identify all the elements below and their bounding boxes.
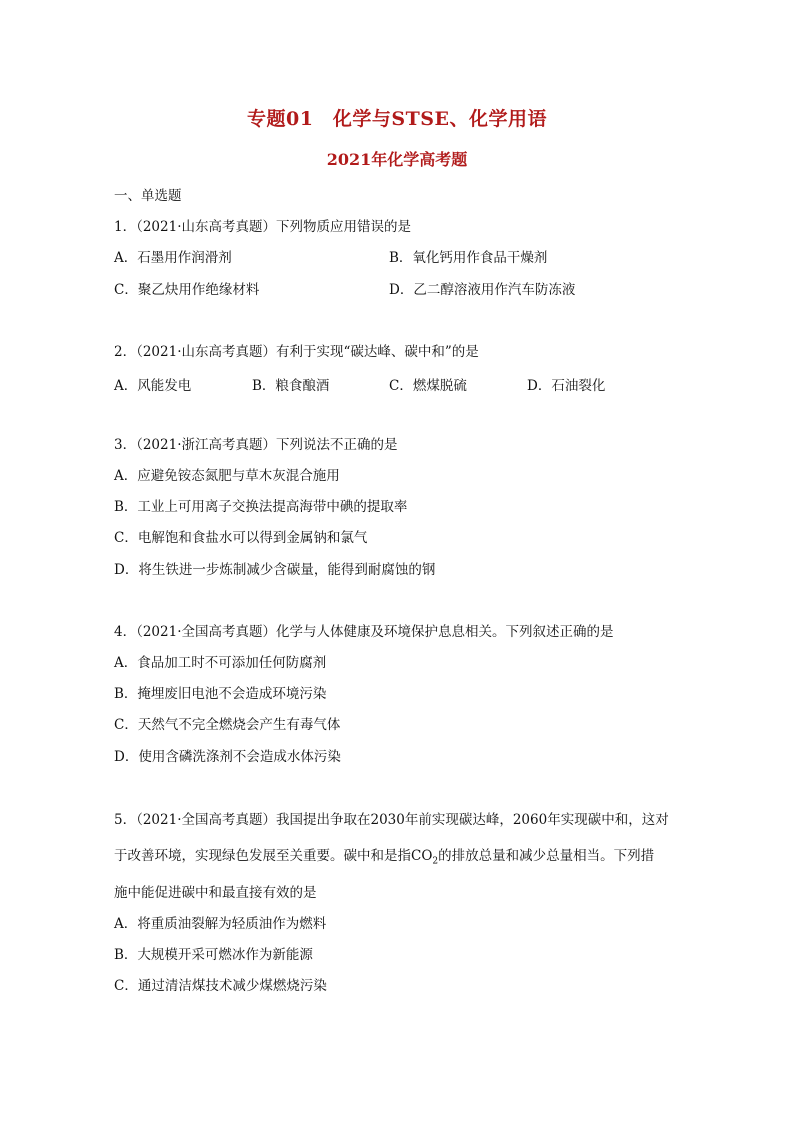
question-3-stem: 3．（2021·浙江高考真题）下列说法不正确的是: [114, 437, 398, 453]
question-1-option-c: C．聚乙炔用作绝缘材料: [114, 282, 260, 298]
question-1-option-a: A．石墨用作润滑剂: [114, 250, 232, 266]
question-4-stem: 4．（2021·全国高考真题）化学与人体健康及环境保护息息相关。下列叙述正确的是: [114, 624, 614, 640]
question-2-option-b: B．粮食酿酒: [252, 378, 330, 394]
question-3-option-b: B．工业上可用离子交换法提高海带中碘的提取率: [114, 499, 408, 515]
question-4-option-d: D．使用含磷洗涤剂不会造成水体污染: [114, 749, 341, 765]
question-2-stem: 2．（2021·山东高考真题）有利于实现“碳达峰、碳中和”的是: [114, 344, 479, 360]
question-4-option-a: A．食品加工时不可添加任何防腐剂: [114, 655, 327, 671]
page-title: 专题01 化学与STSE、化学用语: [246, 108, 547, 130]
question-5-stem-line-3: 施中能促进碳中和最直接有效的是: [114, 885, 317, 901]
question-5-option-c: C．通过清洁煤技术减少煤燃烧污染: [114, 978, 327, 994]
page-subtitle: 2021年化学高考题: [326, 150, 468, 169]
question-2-option-a: A．风能发电: [114, 378, 192, 394]
question-2-option-d: D．石油裂化: [527, 378, 606, 394]
question-5-stem-line-2a: 于改善环境，实现绿色发展至关重要。碳中和是指CO: [114, 848, 433, 864]
question-1-stem: 1．（2021·山东高考真题）下列物质应用错误的是: [114, 219, 411, 235]
question-2-option-c: C．燃煤脱硫: [389, 378, 467, 394]
question-4-option-c: C．天然气不完全燃烧会产生有毒气体: [114, 717, 341, 733]
question-4-option-b: B．掩埋废旧电池不会造成环境污染: [114, 686, 327, 702]
question-3-option-c: C．电解饱和食盐水可以得到金属钠和氯气: [114, 530, 368, 546]
section-heading: 一、单选题: [114, 188, 182, 204]
question-5-stem-line-2b: 的排放总量和减少总量相当。下列措: [438, 848, 655, 864]
question-5-option-b: B．大规模开采可燃冰作为新能源: [114, 947, 313, 963]
question-3-option-d: D．将生铁进一步炼制减少含碳量，能得到耐腐蚀的钢: [114, 562, 436, 578]
question-5-stem-line-2: [114, 847, 654, 871]
question-1-option-d: D．乙二醇溶液用作汽车防冻液: [389, 282, 576, 298]
question-5-stem-line-1: 5．（2021·全国高考真题）我国提出争取在2030年前实现碳达峰，2060年实现碳中和，这对: [114, 812, 669, 828]
question-3-option-a: A．应避免铵态氮肥与草木灰混合施用: [114, 468, 340, 484]
question-5-option-a: A．将重质油裂解为轻质油作为燃料: [114, 916, 327, 932]
question-1-option-b: B．氧化钙用作食品干燥剂: [389, 250, 548, 266]
co2-subscript: 2: [432, 856, 439, 867]
